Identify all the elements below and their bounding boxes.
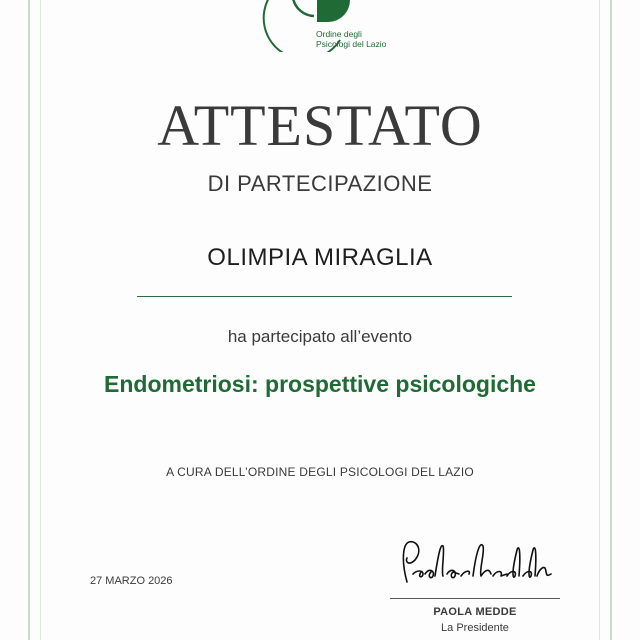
logo-line-2: Psicologi del Lazio bbox=[316, 39, 387, 49]
signer-name: PAOLA MEDDE bbox=[433, 606, 517, 618]
certificate-date: 27 MARZO 2026 bbox=[90, 575, 173, 587]
organization-logo-text bbox=[316, 29, 386, 49]
recipient-name: OLIMPIA MIRAGLIA bbox=[207, 244, 433, 271]
event-title: Endometriosi: prospettive psicologiche bbox=[104, 371, 536, 397]
certificate-title: ATTESTATO bbox=[157, 93, 483, 158]
signer-role: La Presidente bbox=[441, 622, 509, 634]
certificate-subtitle: DI PARTECIPAZIONE bbox=[207, 171, 433, 196]
handwritten-signature bbox=[395, 530, 560, 600]
recipient-underline bbox=[137, 296, 512, 297]
signature-line bbox=[390, 598, 560, 599]
curated-by-text: A CURA DELL’ORDINE DEGLI PSICOLOGI DEL LAZIO bbox=[166, 465, 474, 479]
logo-line-1: Ordine degli bbox=[316, 29, 362, 39]
participation-text: ha partecipato all’evento bbox=[227, 327, 413, 346]
